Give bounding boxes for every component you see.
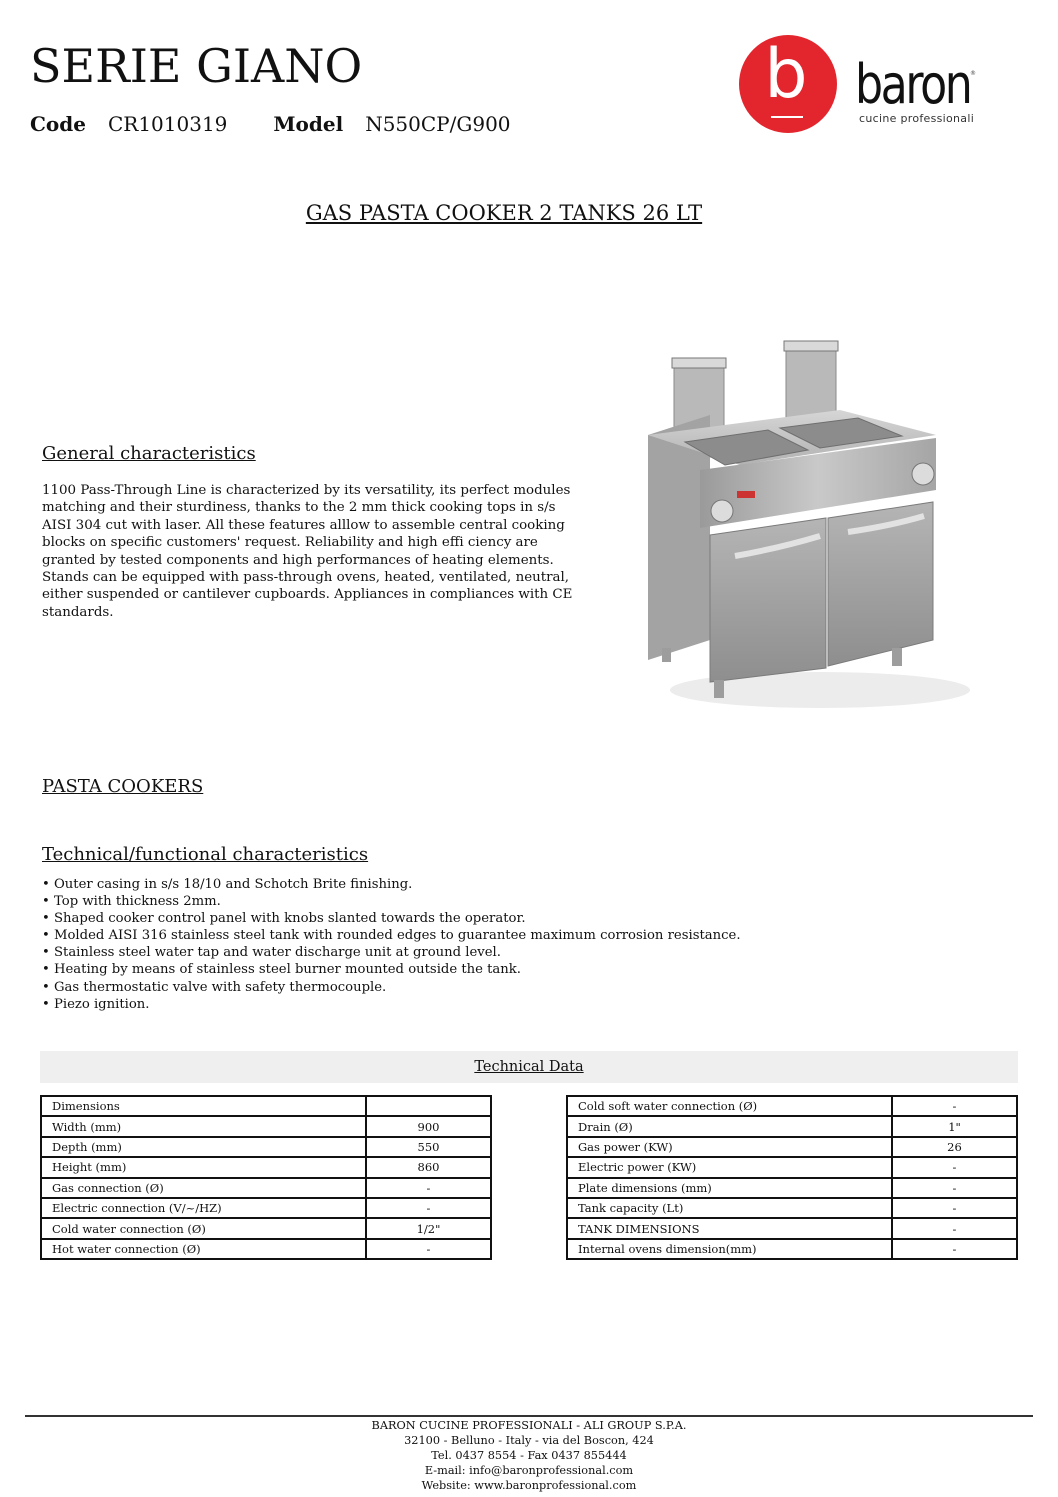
table-row — [41, 1116, 491, 1136]
list-item: • Piezo ignition. — [42, 996, 741, 1013]
code-model-row — [30, 111, 511, 137]
logo-letter: b — [764, 35, 808, 114]
spec-value: 550 — [366, 1137, 491, 1157]
table-row — [41, 1096, 491, 1116]
technical-data-title: Technical Data — [474, 1059, 584, 1075]
spec-label: Tank capacity (Lt) — [567, 1198, 892, 1218]
spec-value: 1/2" — [366, 1218, 491, 1238]
table-row — [41, 1198, 491, 1218]
product-title: GAS PASTA COOKER 2 TANKS 26 LT — [305, 201, 703, 225]
table-row — [41, 1137, 491, 1157]
pasta-cooker-illustration-icon — [640, 330, 1000, 720]
logo-underline — [771, 116, 803, 118]
logo-brand-name: baron — [855, 53, 971, 116]
table-row — [41, 1218, 491, 1238]
general-characteristics-heading: General characteristics — [42, 443, 256, 464]
table-row — [41, 1157, 491, 1177]
table-row — [567, 1096, 1017, 1116]
spec-value: 900 — [366, 1116, 491, 1136]
baron-logo — [737, 33, 987, 137]
spec-label: Width (mm) — [41, 1116, 366, 1136]
table-row — [567, 1239, 1017, 1259]
spec-label: Cold water connection (Ø) — [41, 1218, 366, 1238]
spec-value: - — [892, 1198, 1017, 1218]
code-label: Code — [30, 112, 86, 136]
spec-label: TANK DIMENSIONS — [567, 1218, 892, 1238]
spec-value: - — [366, 1178, 491, 1198]
spec-label: Dimensions — [41, 1096, 366, 1116]
table-row — [41, 1178, 491, 1198]
list-item: • Heating by means of stainless steel burner mounted outside the tank. — [42, 961, 741, 978]
technical-data-table-left — [40, 1095, 492, 1260]
list-item: • Stainless steel water tap and water discharge unit at ground level. — [42, 944, 741, 961]
model-value: N550CP/G900 — [365, 112, 511, 136]
spec-value: - — [892, 1096, 1017, 1116]
table-row — [567, 1178, 1017, 1198]
list-item: • Shaped cooker control panel with knobs slanted towards the operator. — [42, 910, 741, 927]
spec-label: Plate dimensions (mm) — [567, 1178, 892, 1198]
spec-label: Depth (mm) — [41, 1137, 366, 1157]
spec-value: - — [892, 1157, 1017, 1177]
category-heading: PASTA COOKERS — [42, 776, 204, 797]
list-item: • Gas thermostatic valve with safety thermocouple. — [42, 979, 741, 996]
model-label: Model — [273, 112, 344, 136]
table-row — [567, 1137, 1017, 1157]
logo-tagline: cucine professionali — [859, 112, 975, 125]
spec-label: Internal ovens dimension(mm) — [567, 1239, 892, 1259]
spec-value: - — [892, 1218, 1017, 1238]
table-row — [567, 1157, 1017, 1177]
footer — [0, 1418, 1058, 1493]
spec-value: - — [366, 1198, 491, 1218]
spec-label: Gas power (KW) — [567, 1137, 892, 1157]
spec-label: Height (mm) — [41, 1157, 366, 1177]
spec-value — [366, 1096, 491, 1116]
product-image — [640, 330, 1000, 720]
spec-value: 860 — [366, 1157, 491, 1177]
footer-phone: Tel. 0437 8554 - Fax 0437 855444 — [431, 1449, 627, 1462]
spec-label: Cold soft water connection (Ø) — [567, 1096, 892, 1116]
footer-company: BARON CUCINE PROFESSIONALI - ALI GROUP S.P.A. — [371, 1419, 687, 1432]
series-title: SERIE GIANO — [30, 39, 363, 93]
spec-value: - — [366, 1239, 491, 1259]
spec-label: Gas connection (Ø) — [41, 1178, 366, 1198]
technical-characteristics-heading: Technical/functional characteristics — [42, 844, 369, 865]
table-row — [567, 1116, 1017, 1136]
footer-email: E-mail: info@baronprofessional.com — [424, 1464, 634, 1477]
spec-label: Hot water connection (Ø) — [41, 1239, 366, 1259]
technical-characteristics-list — [42, 876, 741, 1013]
table-row — [567, 1218, 1017, 1238]
spec-value: - — [892, 1239, 1017, 1259]
spec-value: 26 — [892, 1137, 1017, 1157]
table-row — [567, 1198, 1017, 1218]
spec-label: Electric connection (V/~/HZ) — [41, 1198, 366, 1218]
table-row — [41, 1239, 491, 1259]
spec-value: 1" — [892, 1116, 1017, 1136]
registered-mark: ® — [970, 70, 976, 77]
spec-label: Electric power (KW) — [567, 1157, 892, 1177]
footer-divider — [25, 1415, 1033, 1417]
spec-label: Drain (Ø) — [567, 1116, 892, 1136]
spec-value: - — [892, 1178, 1017, 1198]
list-item: • Molded AISI 316 stainless steel tank with rounded edges to guarantee maximum corrosion resistance. — [42, 927, 741, 944]
footer-website: Website: www.baronprofessional.com — [421, 1479, 637, 1492]
technical-data-table-right — [566, 1095, 1018, 1260]
general-characteristics-text: 1100 Pass-Through Line is characterized by its versatility, its perfect modules matching and their sturdiness, thanks to the 2 mm thick cooking tops in s/s AISI 304 cut with laser. All these features alllow to assemble central cooking blocks on specific customers' request. Reliability and high effi ciency are granted by tested components and high performances of heating elements. Stands can be equipped with pass-through ovens, heated, ventilated, neutral, either suspended or cantilever cupboards. Appliances in compliances with CE standards. — [42, 483, 573, 620]
code-value: CR1010319 — [107, 112, 228, 136]
list-item: • Outer casing in s/s 18/10 and Schotch Brite finishing. — [42, 876, 741, 893]
footer-address: 32100 - Belluno - Italy - via del Boscon, 424 — [404, 1434, 654, 1447]
list-item: • Top with thickness 2mm. — [42, 893, 741, 910]
